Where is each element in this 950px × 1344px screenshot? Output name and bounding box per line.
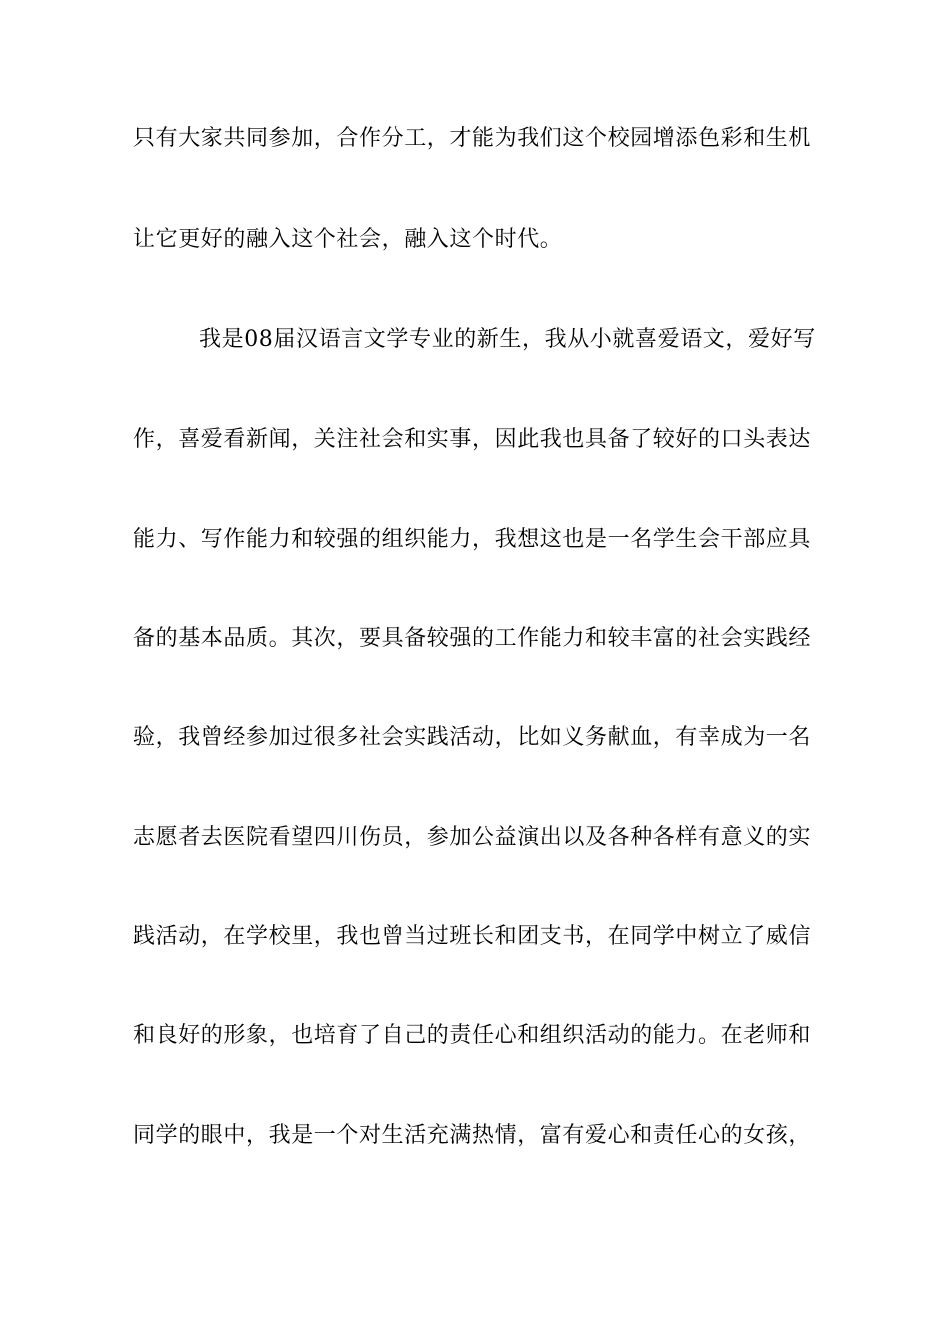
text-line: 同学的眼中，我是一个对生活充满热情，富有爱心和责任心的女孩，	[133, 1123, 812, 1148]
text-line: 备的基本品质。其次，要具备较强的工作能力和较丰富的社会实践经	[133, 626, 812, 651]
text-line: 验，我曾经参加过很多社会实践活动，比如义务献血，有幸成为一名	[133, 725, 812, 750]
text-line: 让它更好的融入这个社会，融入这个时代。	[133, 227, 563, 252]
text-line: 只有大家共同参加，合作分工，才能为我们这个校园增添色彩和生机	[133, 126, 812, 151]
text-line: 志愿者去医院看望四川伤员，参加公益演出以及各种各样有意义的实	[133, 825, 812, 850]
text-line: 作，喜爱看新闻，关注社会和实事，因此我也具备了较好的口头表达	[133, 427, 812, 452]
text-line: 和良好的形象，也培育了自己的责任心和组织活动的能力。在老师和	[133, 1023, 812, 1048]
paragraph-start-line: 我是08届汉语言文学专业的新生，我从小就喜爱语文，爱好写	[199, 327, 816, 352]
text-line: 能力、写作能力和较强的组织能力，我想这也是一名学生会干部应具	[133, 527, 812, 552]
text-line: 践活动，在学校里，我也曾当过班长和团支书，在同学中树立了威信	[133, 924, 812, 949]
